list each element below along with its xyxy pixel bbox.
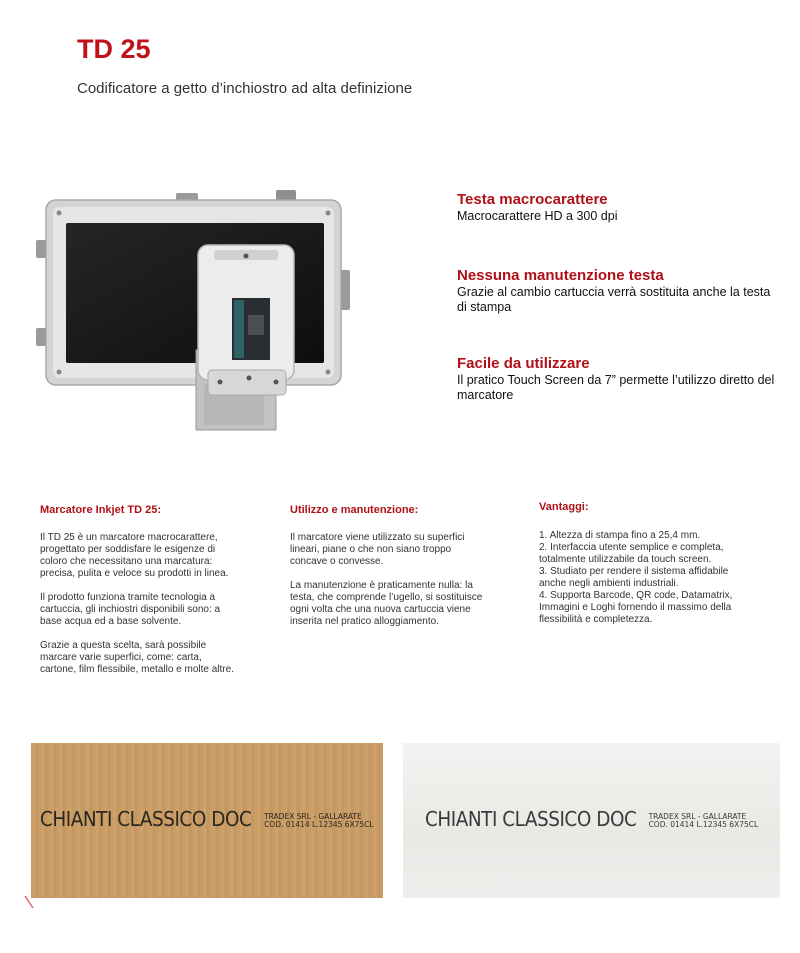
column-heading: Marcatore Inkjet TD 25: xyxy=(40,504,162,516)
printed-small-text xyxy=(264,813,374,829)
list-item: 1. Altezza di stampa fino a 25,4 mm. xyxy=(539,530,701,541)
column-paragraph: Il TD 25 è un marcatore macrocarattere, progettato per soddisfare le esigenze di coloro che necessitano una marcatura: precisa, pulita e veloce su prodotti in linea. xyxy=(40,532,229,579)
list-item: 3. Studiato per rendere il sistema affidabile anche negli ambienti industriali. xyxy=(539,566,729,589)
column-paragraph: La manutenzione è praticamente nulla: la testa, che comprende l’ugello, si sostituisce ogni volta che una nuova cartuccia viene inserita nel pratico alloggiamento. xyxy=(290,580,483,627)
printed-small-line: TRADEX SRL - GALLARATE xyxy=(648,812,747,821)
column-paragraph: Il prodotto funziona tramite tecnologia a cartuccia, gli inchiostri disponibili sono: a base acqua ed a base solvente. xyxy=(40,592,221,627)
page-title: TD 25 xyxy=(77,34,151,64)
printed-small-line: COD. 01414 L.12345 6X75CL xyxy=(648,820,759,829)
list-item: 4. Supporta Barcode, QR code, Datamatrix, Immagini e Loghi fornendo il massimo della flessibilità e completezza. xyxy=(539,590,733,625)
printed-code xyxy=(403,807,780,831)
column-heading: Utilizzo e manutenzione: xyxy=(290,504,419,516)
column-paragraph: Grazie a questa scelta, sarà possibile marcare varie superfici, come: carta, cartone, film flessibile, metallo e molte altre. xyxy=(40,640,234,675)
column-heading: Vantaggi: xyxy=(539,501,589,513)
corner-mark-icon xyxy=(24,895,34,909)
printed-small-line: TRADEX SRL - GALLARATE xyxy=(264,812,362,821)
advantages-list xyxy=(539,530,749,626)
column-utilizzo xyxy=(290,504,490,640)
feature-macrocarattere xyxy=(457,191,777,224)
column-paragraph: Il marcatore viene utilizzato su superfici lineari, piane o che non siano troppo concave o convesse. xyxy=(290,532,465,567)
column-marcatore xyxy=(40,504,240,688)
column-vantaggi xyxy=(539,501,749,626)
feature-text: Il pratico Touch Screen da 7” permette l’utilizzo diretto del marcatore xyxy=(457,373,775,402)
sample-film-image xyxy=(403,743,780,898)
printed-big-text: CHIANTI CLASSICO DOC xyxy=(40,807,252,831)
list-item: 2. Interfaccia utente semplice e completa, totalmente utilizzabile da touch screen. xyxy=(539,542,724,565)
feature-text: Macrocarattere HD a 300 dpi xyxy=(457,209,618,223)
feature-title: Facile da utilizzare xyxy=(457,355,590,372)
feature-manutenzione xyxy=(457,267,777,315)
printed-big-text: CHIANTI CLASSICO DOC xyxy=(424,807,637,831)
product-image xyxy=(36,190,356,440)
printed-code xyxy=(31,807,383,831)
feature-text: Grazie al cambio cartuccia verrà sostituita anche la testa di stampa xyxy=(457,285,771,314)
printed-small-text xyxy=(649,813,759,829)
feature-title: Testa macrocarattere xyxy=(457,191,608,208)
sample-cardboard-image xyxy=(31,743,383,898)
feature-title: Nessuna manutenzione testa xyxy=(457,267,664,284)
printed-small-line: COD. 01414 L.12345 6X75CL xyxy=(264,820,374,829)
feature-facile xyxy=(457,355,777,403)
page-subtitle: Codificatore a getto d’inchiostro ad alta definizione xyxy=(77,80,413,97)
